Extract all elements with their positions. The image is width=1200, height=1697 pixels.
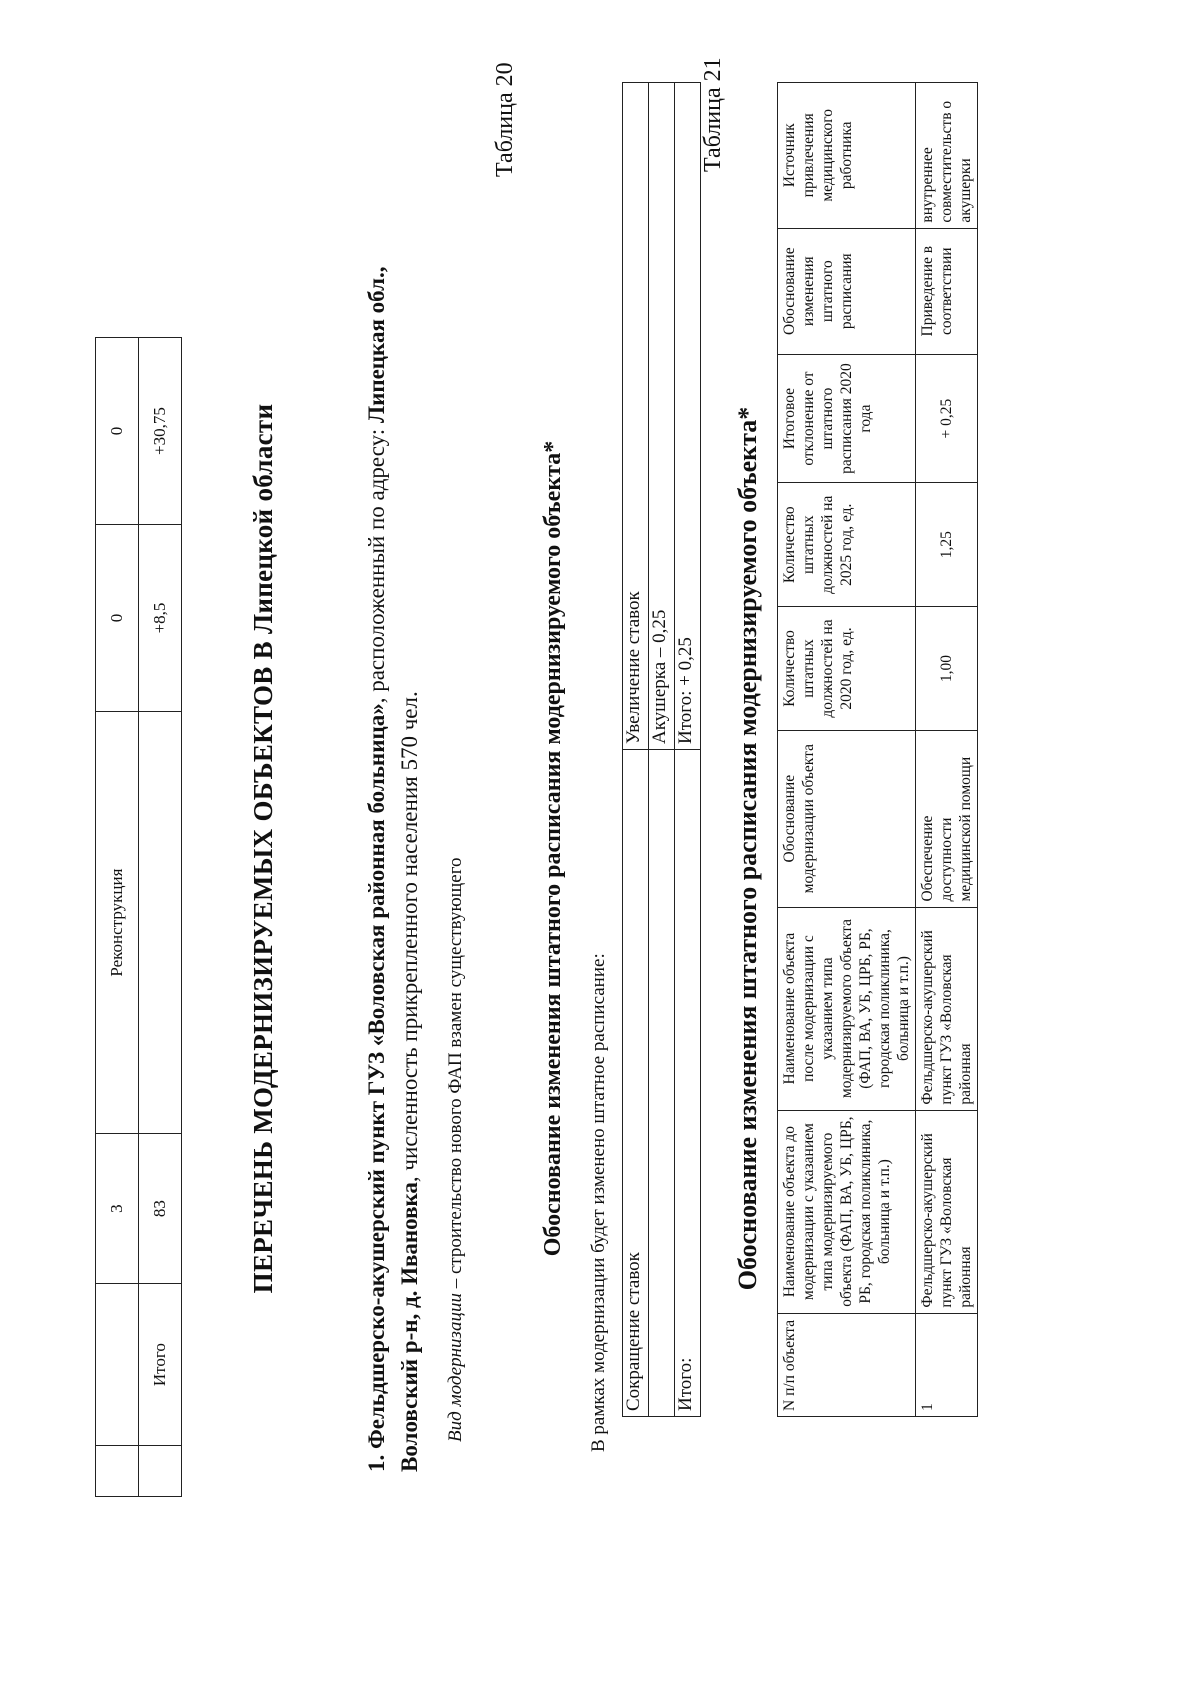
table21-header-row [778,83,916,1417]
table21-cell: 1,25 [916,483,978,607]
increase-header: Увеличение ставок [623,83,649,750]
table21-cell: 1,00 [916,607,978,731]
table20-header-row [623,83,649,1417]
modernization-kind [445,857,467,1442]
summary-table [95,337,182,1497]
summary-header-row [96,338,139,1497]
table21-header-cell: Источник привлечения медицинского работника [778,83,916,229]
table21-header-cell: Количество штатных должностей на 2020 год, ед. [778,607,916,731]
table21-cell: внутреннее совместительств о акушерки [916,83,978,229]
summary-total-label: Итого [139,1284,182,1446]
table21-header-cell: Наименование объекта после модернизации с указанием типа модернизируемого объекта (ФАП, ВА, УБ, ЦРБ, РБ, городская поликлиника, больница и т.п.) [778,907,916,1110]
staffing-justification-table [777,82,978,1417]
summary-cell [139,1446,182,1497]
object-address-lead: , расположенный по адресу: [364,428,389,704]
table21-caption: Таблица 21 [700,57,726,172]
table20-caption: Таблица 20 [492,62,518,177]
object-address: Липецкая обл., Воловский р-н, д. Ивановка [364,266,422,1472]
table20-title: Обоснование изменения штатного расписания модернизируемого объекта* [540,440,566,1257]
summary-cell: 0 [96,525,139,712]
table21-row [916,83,978,1417]
table21-header-cell: N п/п объекта [778,1313,916,1416]
table21-cell: Обеспечение доступности медицинской помощи [916,730,978,907]
table21-header-cell: Обоснование модернизации объекта [778,730,916,907]
summary-cell [139,711,182,1133]
increase-cell: Акушерка – 0,25 [649,83,675,750]
table20-row [649,83,675,1417]
table21-cell: Фельдшерско-акушерский пункт ГУЗ «Воловская районная [916,1110,978,1313]
table21-cell: 1 [916,1313,978,1416]
table21-title: Обоснование изменения штатного расписания модернизируемого объекта* [733,406,762,1291]
page-heading: ПЕРЕЧЕНЬ МОДЕРНИЗИРУЕМЫХ ОБЪЕКТОВ В Липецкой области [248,403,278,1294]
table21-header-cell: Наименование объекта до модернизации с указанием типа модернизируемого объекта (ФАП, ВА, УБ, ЦРБ, РБ, городская поликлиника, больница и т.п.) [778,1110,916,1313]
summary-cell: 83 [139,1134,182,1284]
object-population: , численность прикрепленного населения 570 чел. [397,691,422,1183]
reduction-cell [649,750,675,1417]
object-name: Фельдшерско-акушерский пункт ГУЗ «Воловская районная больница» [364,703,389,1449]
reduction-total: Итого: [675,750,701,1417]
summary-cell: 3 [96,1134,139,1284]
reduction-header: Сокращение ставок [623,750,649,1417]
summary-cell: 0 [96,338,139,525]
summary-cell: +30,75 [139,338,182,525]
modernization-value: – строительство нового ФАП взамен существующего [445,857,466,1294]
table20-total-row [675,83,701,1417]
summary-total-row [139,338,182,1497]
table20-intro: В рамках модернизации будет изменено штатное расписание: [588,953,609,1452]
object-description [360,172,426,1472]
table21-header-cell: Итоговое отклонение от штатного расписания 2020 года [778,354,916,483]
object-number: 1. [364,1454,389,1472]
table21-header-cell: Обоснование изменения штатного расписания [778,228,916,354]
summary-cell: Реконструкция [96,711,139,1133]
increase-total: Итого: + 0,25 [675,83,701,750]
table21-header-cell: Количество штатных должностей на 2025 год, ед. [778,483,916,607]
table21-cell: Фельдшерско-акушерский пункт ГУЗ «Воловская районная [916,907,978,1110]
table21-cell: Приведение в соответствии [916,228,978,354]
summary-cell [96,1446,139,1497]
summary-cell: +8,5 [139,525,182,712]
staffing-change-table [622,82,701,1417]
table21-cell: + 0,25 [916,354,978,483]
summary-cell [96,1284,139,1446]
modernization-label: Вид модернизации [445,1293,466,1442]
